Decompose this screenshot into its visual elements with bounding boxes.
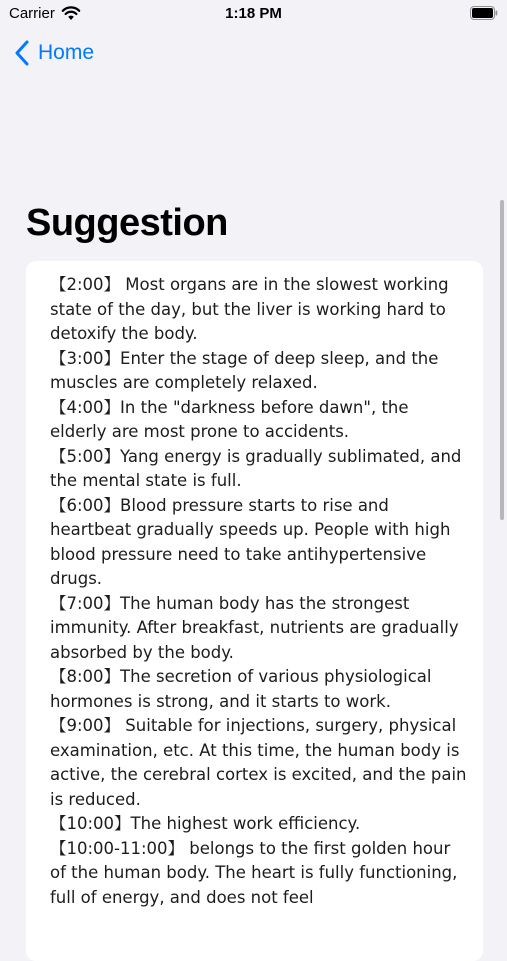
- scrollbar[interactable]: [500, 200, 504, 520]
- back-button-label: Home: [38, 41, 95, 64]
- suggestion-text: 【2:00】 Most organs are in the slowest working state of the day, but the liver is working hard to detoxify the body. 【3:00】Enter the stage of deep sleep, and the muscles are completely relaxed. 【4:00】In the "darkness before dawn", the elderly are most prone to accidents. 【5:00】Yang energy is gradually sublimated, and the mental state is full. 【6:00】Blood pressure starts to rise and heartbeat gradually speeds up. People with high blood pressure need to take antihypertensive drugs. 【7:00】The human body has the strongest immunity. After breakfast, nutrients are gradually absorbed by the body. 【8:00】The secretion of various physiological hormones is strong, and it starts to work. 【9:00】 Suitable for injections, surgery, physical examination, etc. At this time, the human body is active, the cerebral cortex is excited, and the pain is reduced. 【10:00】The highest work efficiency. 【10:00-11:00】 belongs to the first golden hour of the human body. The heart is fully functioning, full of energy, and does not feel: [50, 275, 467, 907]
- carrier-label: Carrier: [9, 5, 55, 22]
- page-title: Suggestion: [26, 202, 228, 244]
- battery-icon: [470, 6, 498, 20]
- status-bar: [0, 0, 507, 28]
- chevron-left-icon: [14, 40, 30, 66]
- status-time: 1:18 PM: [225, 5, 282, 22]
- suggestion-card: [26, 261, 483, 961]
- back-button[interactable]: [14, 38, 94, 68]
